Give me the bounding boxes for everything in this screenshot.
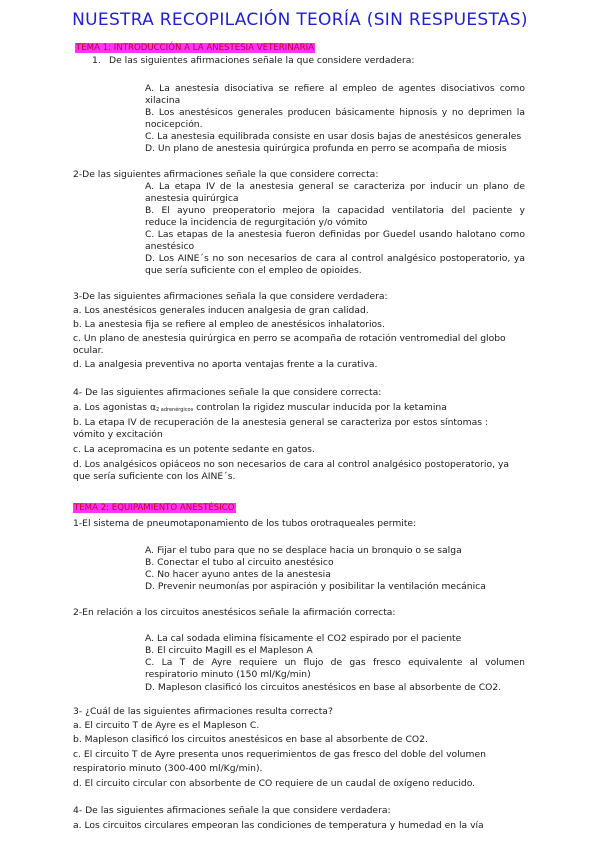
option-c: C. La anestesia equilibrada consiste en usar dosis bajas de anestésicos generales	[145, 131, 522, 142]
highlight: TEMA 1: INTRODUCCIÓN A LA ANESTESIA VETERINARIA	[76, 43, 314, 53]
option-d: D. Mapleson clasificó los circuitos anestésicos en base al absorbente de CO2.	[145, 682, 502, 693]
question-1-prompt: 1-El sistema de pneumotaponamiento de los tubos orotraqueales permite:	[73, 518, 417, 529]
option-a-cont: xilacina	[145, 95, 181, 106]
option-c-cont: respiratorio minuto (150 ml/Kg/min)	[145, 669, 311, 680]
highlight: TEMA 2: EQUIPAMIENTO ANESTÉSICO	[74, 503, 235, 513]
option-b: B. Conectar el tubo al circuito anestésico	[145, 557, 334, 568]
question-4-prompt: 4- De las siguientes afirmaciones señale la que considere correcta:	[73, 387, 382, 398]
option-c-cont: ocular.	[73, 345, 104, 356]
option-a-cont: anestesia quirúrgica	[145, 193, 239, 204]
option-c-cont: respiratorio minuto (300-400 ml/Kg/min).	[73, 763, 263, 774]
option-b: b. Mapleson clasificó los circuitos anestésicos en base al absorbente de CO2.	[73, 734, 428, 745]
option-d: d. El circuito circular con absorbente de CO requiere de un caudal de oxígeno reducido.	[73, 778, 476, 789]
option-c: c. El circuito T de Ayre presenta unos requerimientos de gas fresco del doble del volumen	[73, 749, 486, 760]
option-a: a. Los anestésicos generales inducen analgesia de gran calidad.	[73, 305, 369, 316]
question-1-prompt: De las siguientes afirmaciones señale la que considere verdadera:	[109, 55, 415, 66]
option-a: A. La anestesia disociativa se refiere al empleo de agentes disociativos como	[145, 83, 525, 94]
option-a-text-start: a. Los agonistas α	[73, 402, 156, 413]
option-d: D. Un plano de anestesia quirúrgica profunda en perro se acompaña de miosis	[145, 143, 507, 154]
question-1-number: 1.	[92, 55, 101, 66]
option-c: C. No hacer ayuno antes de la anestesia	[145, 569, 331, 580]
option-b-cont: reduce la incidencia de regurgitación y/o vómito	[145, 217, 368, 228]
option-b: B. El circuito Magill es el Mapleson A	[145, 645, 313, 656]
section-heading-tema-1	[75, 42, 315, 54]
option-d: D. Los AINE´s no son necesarios de cara al control analgésico postoperatorio, ya	[145, 253, 525, 264]
question-2-prompt: 2-De las siguientes afirmaciones señale la que considere correcta:	[73, 169, 379, 180]
option-c: c. Un plano de anestesia quirúrgica en perro se acompaña de rotación ventromedial del globo	[73, 333, 506, 344]
option-a: A. La cal sodada elimina físicamente el CO2 espirado por el paciente	[145, 633, 462, 644]
option-a: A. Fijar el tubo para que no se desplace hacia un bronquio o se salga	[145, 545, 462, 556]
option-a-text-end: controlan la rigidez muscular inducida por la ketamina	[193, 402, 447, 413]
section-heading-tema-2	[73, 502, 236, 514]
option-a: a. El circuito T de Ayre es el Mapleson C.	[73, 720, 260, 731]
option-b: B. Los anestésicos generales producen básicamente hipnosis y no deprimen la	[145, 107, 525, 118]
option-b-cont: vómito y excitación	[73, 429, 163, 440]
option-c: C. Las etapas de la anestesia fueron definidas por Guedel usando halotano como	[145, 229, 525, 240]
question-2-prompt: 2-En relación a los circuitos anestésicos señale la afirmación correcta:	[73, 607, 396, 618]
option-b: B. El ayuno preoperatorio mejora la capacidad ventilatoria del paciente y	[145, 205, 525, 216]
question-3-prompt: 3- ¿Cuál de las siguientes afirmaciones resulta correcta?	[73, 706, 333, 717]
option-c: C. La T de Ayre requiere un flujo de gas fresco equivalente al volumen	[145, 657, 525, 668]
option-d: d. Los analgésicos opiáceos no son necesarios de cara al control analgésico postoperatorio, ya	[73, 459, 510, 470]
option-b: b. La anestesia fija se refiere al empleo de anestésicos inhalatorios.	[73, 319, 385, 330]
option-b-cont: nocicepción.	[145, 119, 203, 130]
subscript: 2 adrenérgicos	[156, 407, 194, 413]
question-4-prompt: 4- De las siguientes afirmaciones señale la que considere verdadera:	[73, 805, 391, 816]
option-d-cont: que sería suficiente con los AINE´s.	[73, 471, 236, 482]
question-3-prompt: 3-De las siguientes afirmaciones señala la que considere verdadera:	[73, 291, 388, 302]
option-a: a. Los circuitos circulares empeoran las condiciones de temperatura y humedad en la vía	[73, 820, 484, 831]
option-a: A. La etapa IV de la anestesia general se caracteriza por inducir un plano de	[145, 181, 525, 192]
option-c: c. La acepromacina es un potente sedante en gatos.	[73, 444, 315, 455]
option-a	[73, 402, 447, 416]
option-c-cont: anestésico	[145, 241, 195, 252]
page-title: NUESTRA RECOPILACIÓN TEORÍA (SIN RESPUESTAS)	[72, 10, 528, 30]
option-b: b. La etapa IV de recuperación de la anestesia general se caracteriza por estos síntomas :	[73, 417, 489, 428]
option-d: D. Prevenir neumonías por aspiración y posibilitar la ventilación mecánica	[145, 581, 486, 592]
option-d-cont: que sería suficiente con el empleo de opioides.	[145, 265, 362, 276]
option-d: d. La analgesia preventiva no aporta ventajas frente a la curativa.	[73, 359, 378, 370]
